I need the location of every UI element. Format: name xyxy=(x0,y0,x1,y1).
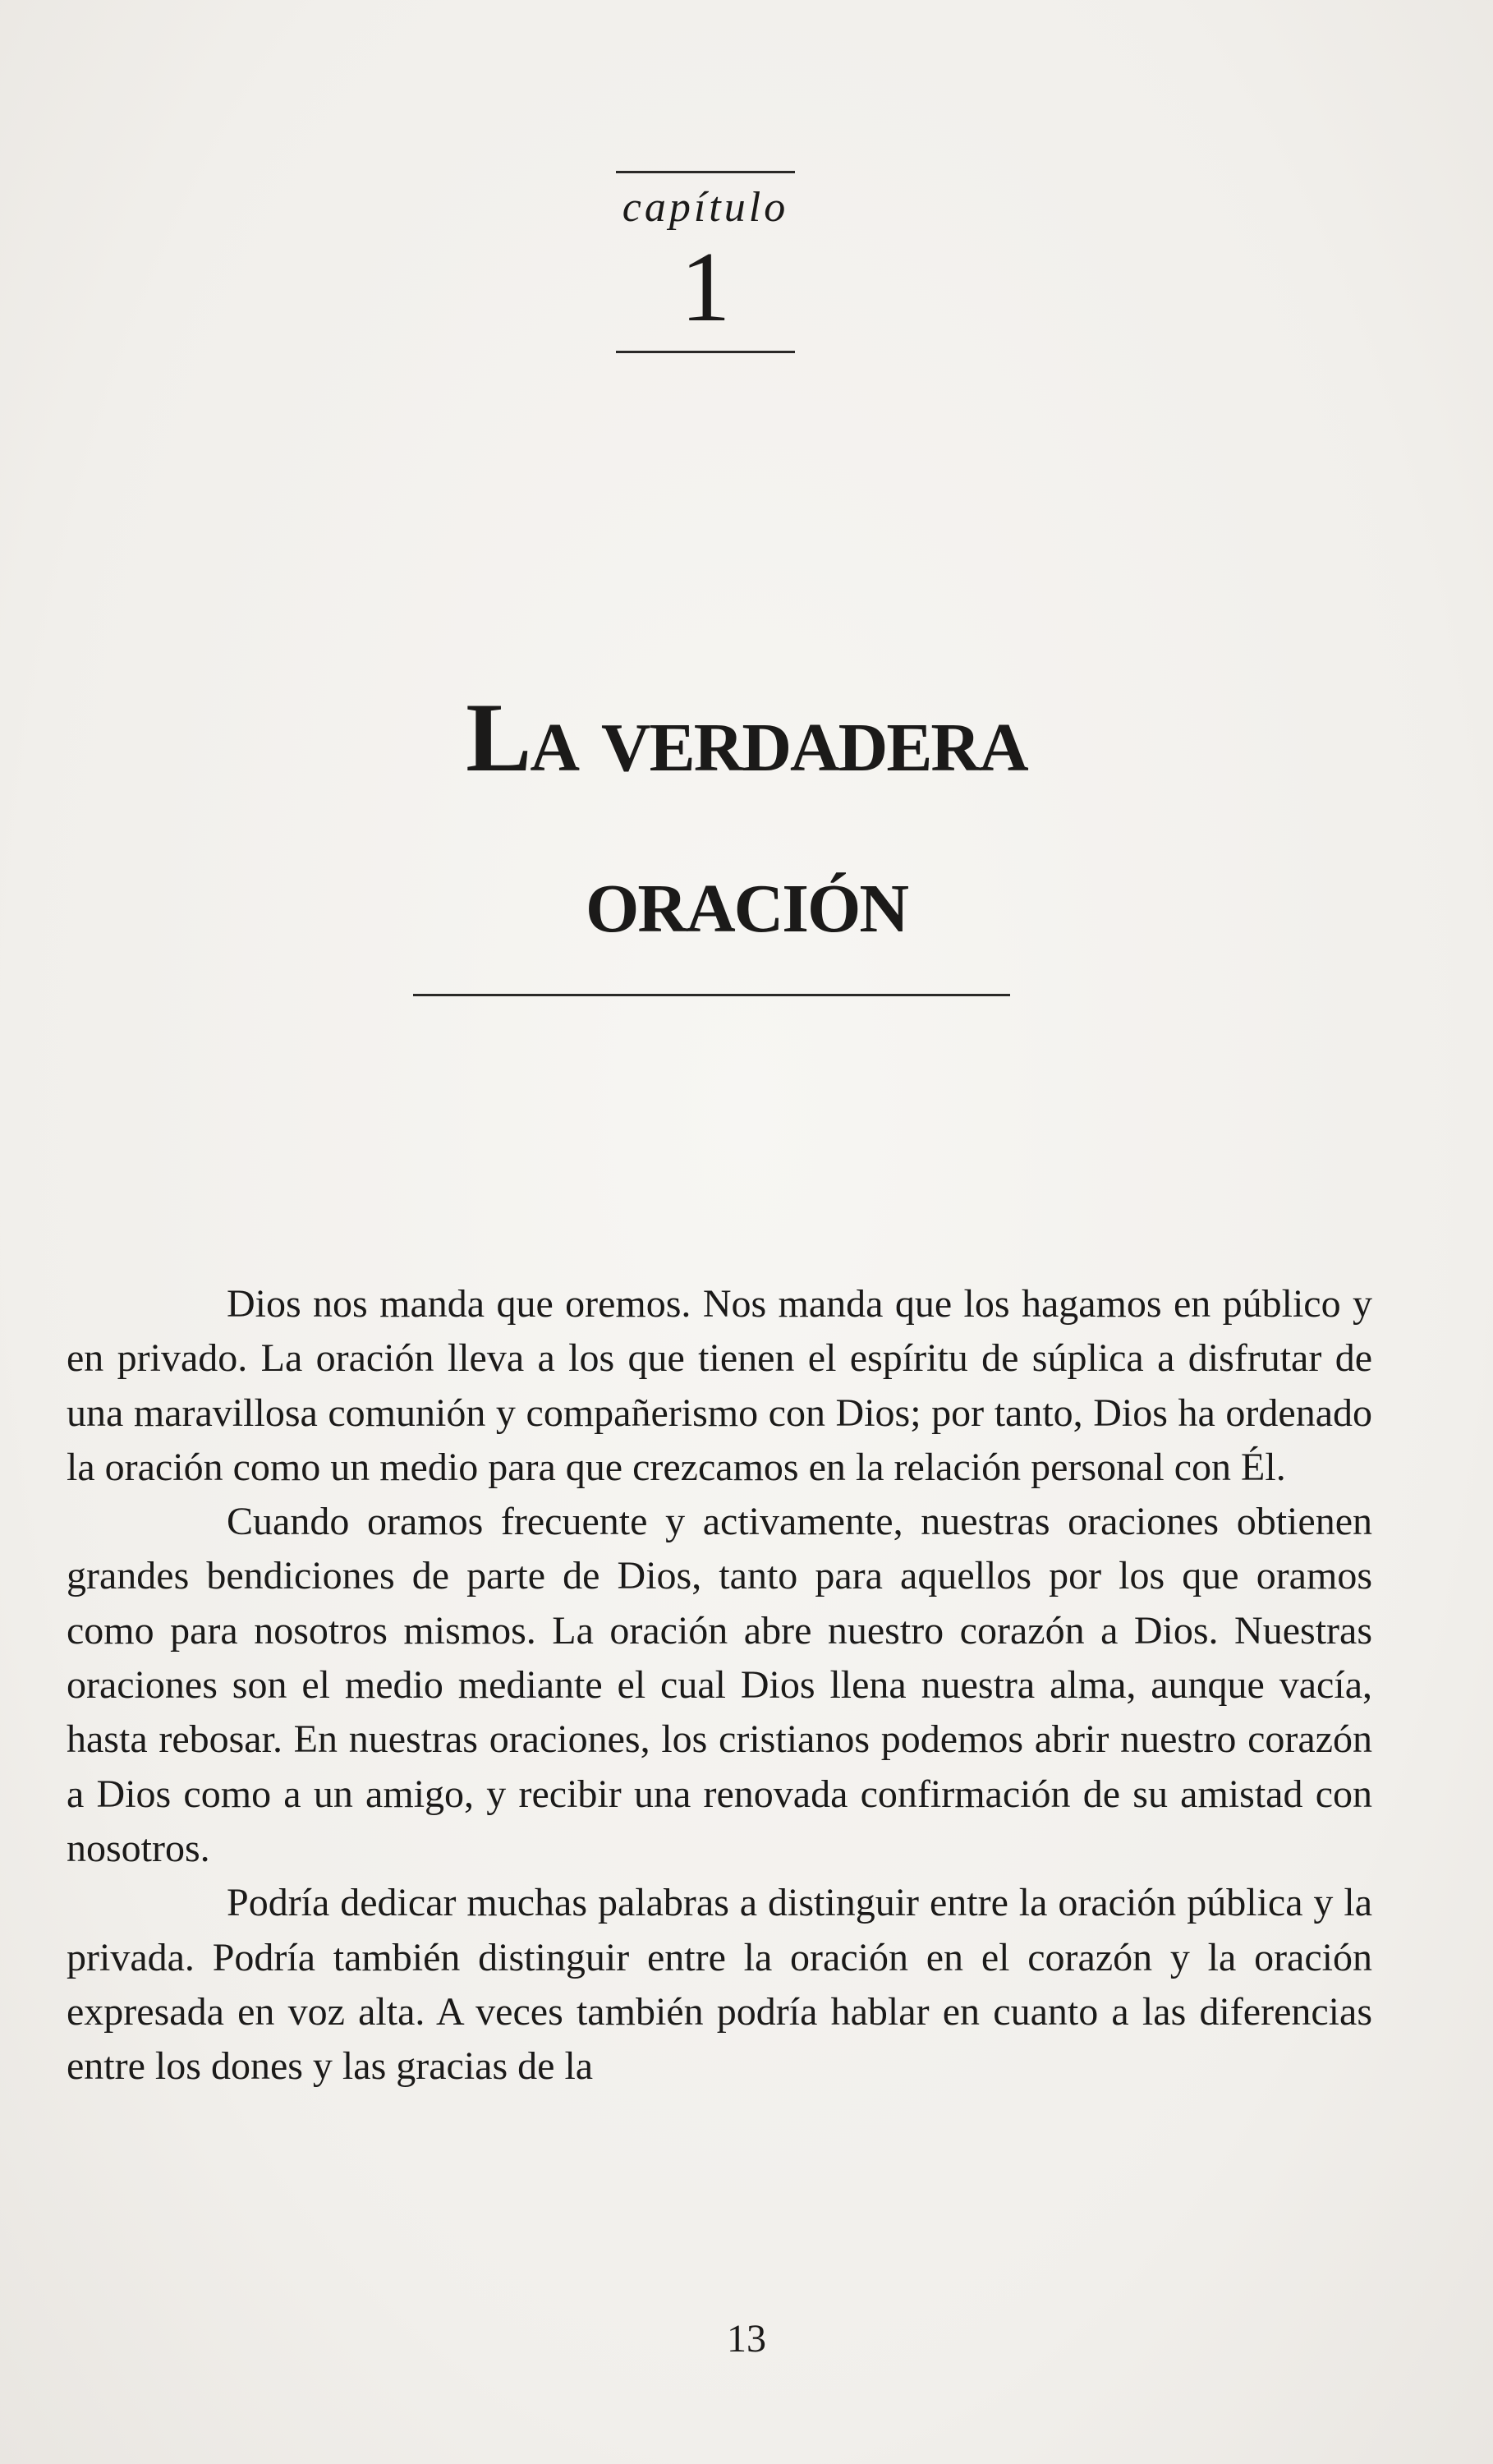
chapter-heading xyxy=(616,171,795,353)
paragraph-2: Cuando oramos frecuente y activamente, nuestras oraciones obtienen grandes bendiciones de parte de Dios, tanto para aquellos por los que oramos como para nosotros mismos. La oración abre nuestro corazón a Dios. Nuestras oraciones son el medio mediante el cual Dios llena nuestra alma, aunque vacía, hasta rebosar. En nuestras oraciones, los cristianos podemos abrir nuestro corazón a Dios como a un amigo, y recibir una renovada confirmación de su amistad con nosotros. xyxy=(67,1500,1372,1870)
chapter-title-line-2: oración xyxy=(585,844,907,953)
chapter-number: 1 xyxy=(680,232,731,342)
chapter-label: capítulo xyxy=(622,184,789,231)
paragraph-1: Dios nos manda que oremos. Nos manda que los hagamos en público y en privado. La oración lleva a los que tienen el espíritu de súplica a disfrutar de una maravillosa comunión y compañerismo con Dios; por tanto, Dios ha ordenado la oración como un medio para que crezcamos en la relación personal con Él. xyxy=(67,1282,1372,1489)
chapter-bottom-rule xyxy=(616,351,795,353)
chapter-title xyxy=(0,657,1493,979)
body-text xyxy=(67,1277,1372,2094)
chapter-title-line-1: La verdadera xyxy=(466,683,1027,792)
page-number: 13 xyxy=(727,2317,766,2361)
chapter-top-rule xyxy=(616,171,795,173)
paragraph-3: Podría dedicar muchas palabras a distinguir entre la oración pública y la privada. Podría también distinguir entre la oración en el corazón y la oración expresada en voz alta. A veces también podría hablar en cuanto a las diferencias entre los dones y las gracias de la xyxy=(67,1881,1372,2089)
title-divider xyxy=(413,994,1010,996)
